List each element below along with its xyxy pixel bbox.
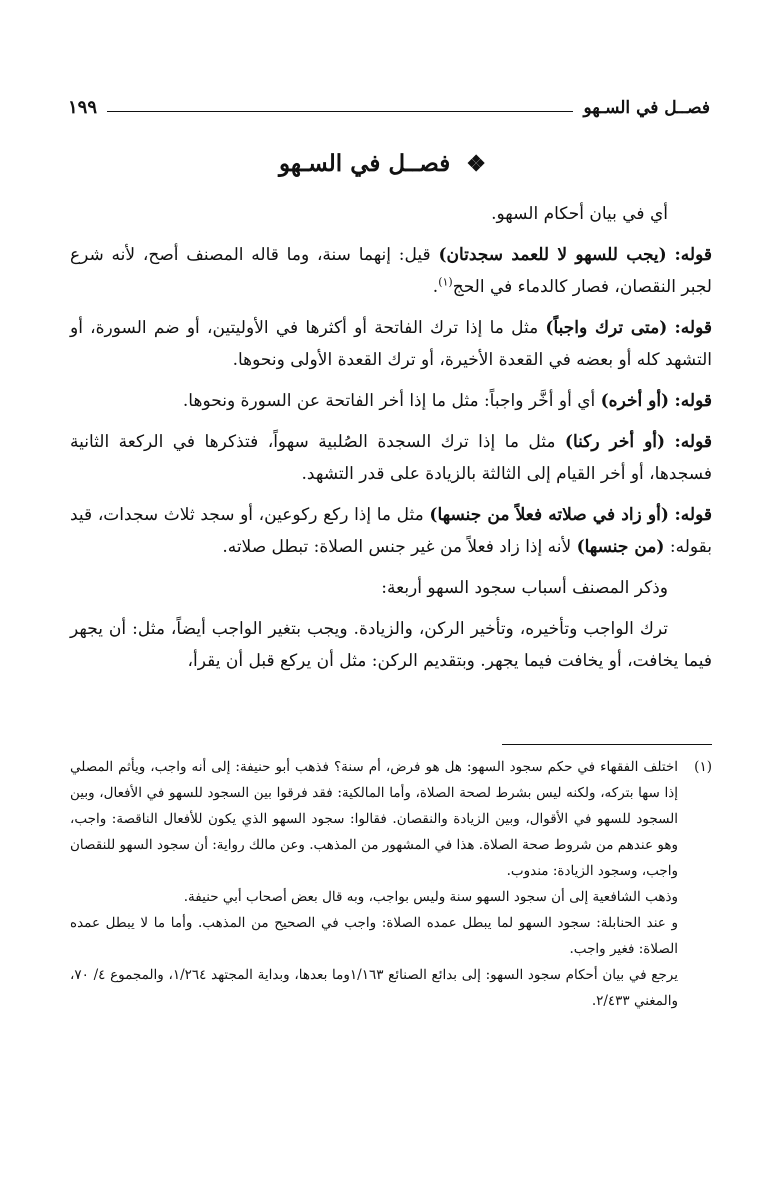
chapter-title: [0, 150, 765, 177]
footnote-paragraph-references: يرجع في بيان أحكام سجود السهو: إلى بدائع الصنائع ١/١٦٣وما بعدها، وبداية المجتهد ١/٢٦٤، والمجموع ٤/ ٧٠، والمغني ٢/٤٣٣.: [70, 967, 679, 1009]
period: .: [432, 277, 439, 297]
matn-quote-inline: (من جنسها): [576, 537, 665, 557]
footnote-body: [70, 754, 678, 1014]
header-rule: [107, 111, 573, 112]
commentary-text: مثل ما إذا ترك الفاتحة أو أكثرها في الأوليتين، أو ضم السورة، أو التشهد كله أو بعضه في القعدة الأخيرة، أو ترك القعدة الأولى ونحوها.: [70, 318, 712, 370]
paragraph-asbab: وذكر المصنف أسباب سجود السهو أربعة:: [381, 578, 668, 598]
qawluhu-label: قوله:: [674, 245, 712, 265]
paragraph-sajdatan: [70, 239, 712, 303]
paragraph-wajib: [70, 312, 712, 376]
commentary-text: مثل ما إذا ركع ركوعين، أو سجد ثلاث سجدات، قيد بقوله:: [70, 505, 712, 557]
qawluhu-label: قوله:: [674, 391, 712, 411]
qawluhu-label: قوله:: [674, 432, 712, 452]
commentary-text: قيل: إنهما سنة، وما قاله المصنف أصح، لأنه شرع لجبر النقصان، فصار كالدماء في الحج: [70, 245, 712, 297]
page-header: [68, 88, 710, 118]
footnote-paragraph-hanbali: و عند الحنابلة: سجود السهو لما يبطل عمده الصلاة: واجب في الصحيح من المذهب. وأما ما لا يبطل عمده الصلاة: فغير واجب.: [70, 915, 678, 957]
paragraph-tark-al-wajib: ترك الواجب وتأخيره، وتأخير الركن، والزيادة. ويجب بتغير الواجب أيضاً، مثل: أن يجهر فيما يخافت، أو يخافت فيما يجهر. وبتقديم الركن: مثل أن يركع قبل أن يقرأ،: [70, 619, 712, 671]
chapter-title-text: فصــل في السـهو: [279, 150, 451, 177]
footnote-number: (١): [694, 759, 712, 775]
footnote-ref[interactable]: (١): [438, 275, 453, 289]
footnote-paragraph-shafii: وذهب الشافعية إلى أن سجود السهو سنة وليس بواجب، وبه قال بعض أصحاب أبي حنيفة.: [183, 889, 678, 905]
paragraph-akhkharahu: [70, 385, 712, 417]
footnote-item: [70, 754, 712, 1014]
matn-quote: (يجب للسهو لا للعمد سجدتان): [438, 245, 667, 265]
matn-quote: (أو أخره): [600, 391, 670, 411]
qawluhu-label: قوله:: [674, 318, 712, 338]
matn-quote: (متى ترك واجباً): [545, 318, 668, 338]
paragraph-ziyada: [70, 499, 712, 563]
footnote-paragraph-hanafi-maliki: اختلف الفقهاء في حكم سجود السهو: هل هو فرض، أم سنة؟ فذهب أبو حنيفة: إلى أنه واجب، ويأثم المصلي إذا سها بتركه، ولكنه ليس بشرط لصحة الصلاة، وأما المالكية: فقد فرقوا بين السجود للسهو في الأفعال، وبين السجود للسهو في الأقوال، وبين الزيادة والنقصان. فقالوا: سجود السهو الذي يكون للأفعال الناقصة: واجب، وهو عندهم من شروط صحة الصلاة. هذا في المشهور من المذهب. وعن مالك رواية: أن سجود السهو للنقصان واجب، وسجود الزيادة: مندوب.: [70, 759, 678, 879]
page-number: ١٩٩: [68, 97, 98, 118]
matn-quote: (أو زاد في صلاته فعلاً من جنسها): [429, 505, 669, 525]
matn-quote: (أو أخر ركنا): [564, 432, 666, 452]
commentary-text: مثل ما إذا ترك السجدة الصُلبية سهواً، فتذكرها في الركعة الثانية فسجدها، أو أخر القيام إلى الثالثة بالزيادة على قدر التشهد.: [70, 432, 712, 484]
commentary-text: أي أو أخَّر واجباً: مثل ما إذا أخر الفاتحة عن السورة ونحوها.: [182, 391, 601, 411]
qawluhu-label: قوله:: [674, 505, 713, 525]
running-title: فصــل في السـهو: [583, 98, 710, 118]
paragraph-rukn: [70, 426, 712, 490]
footnote-separator: [502, 744, 712, 745]
commentary-text: لأنه إذا زاد فعلاً من غير جنس الصلاة: تبطل صلاته.: [222, 537, 577, 557]
main-text: [70, 198, 712, 686]
footnotes: [70, 754, 712, 1014]
ornament-icon: ❖: [466, 151, 486, 177]
paragraph-intro: أي في بيان أحكام السهو.: [491, 204, 668, 224]
